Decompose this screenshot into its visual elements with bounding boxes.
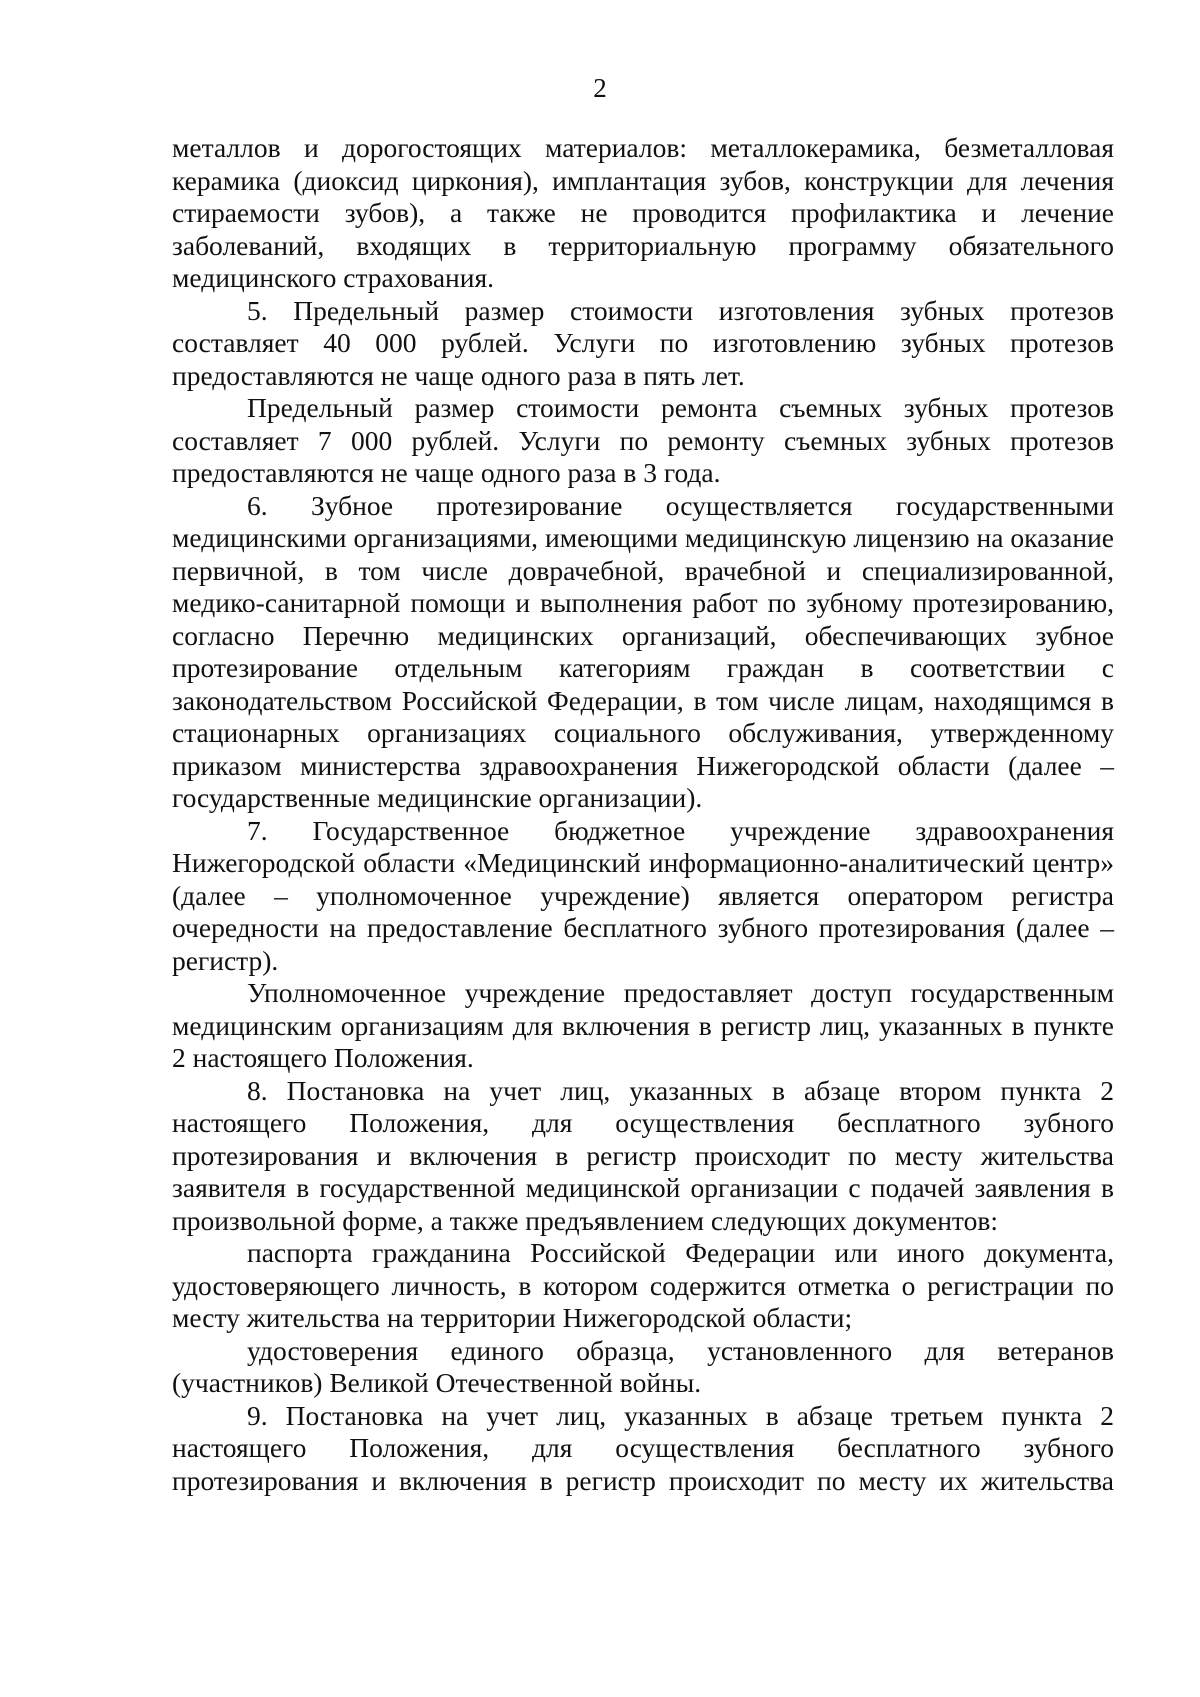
paragraph-item-8: 8. Постановка на учет лиц, указанных в абзаце втором пункта 2 настоящего Положения, для осуществления бесплатного зубного протезирования и включения в регистр происходит по месту жительства заявителя в государственной медицинской организации с подачей заявления в произвольной форме, а также предъявлением следующих документов:	[172, 1074, 1114, 1236]
paragraph-veteran-certificate: удостоверения единого образца, установленного для ветеранов (участников) Великой Отечественной войны.	[172, 1334, 1114, 1398]
paragraph-item-9: 9. Постановка на учет лиц, указанных в абзаце третьем пункта 2 настоящего Положения, для осуществления бесплатного зубного протезирования и включения в регистр происходит по месту их жительства	[172, 1399, 1114, 1496]
paragraph-repair-cost: Предельный размер стоимости ремонта съемных зубных протезов составляет 7 000 рублей. Услуги по ремонту съемных зубных протезов предоставляются не чаще одного раза в 3 года.	[172, 392, 1114, 488]
paragraph-continuation: металлов и дорогостоящих материалов: металлокерамика, безметалловая керамика (диоксид циркония), имплантация зубов, конструкции для лечения стираемости зубов), а также не проводится профилактика и лечение заболеваний, входящих в территориальную программу обязательного медицинского страхования.	[172, 132, 1114, 293]
paragraph-item-7: 7. Государственное бюджетное учреждение здравоохранения Нижегородской области «Медицинский информационно-аналитический центр» (далее – уполномоченное учреждение) является оператором регистра очередности на предоставление бесплатного зубного протезирования (далее – регистр).	[172, 814, 1114, 976]
document-body	[172, 132, 1114, 1497]
paragraph-item-6: 6. Зубное протезирование осуществляется государственными медицинскими организациями, имеющими медицинскую лицензию на оказание первичной, в том числе доврачебной, врачебной и специализированной, медико-санитарной помощи и выполнения работ по зубному протезированию, согласно Перечню медицинских организаций, обеспечивающих зубное протезирование отдельным категориям граждан в соответствии с законодательством Российской Федерации, в том числе лицам, находящимся в стационарных организациях социального обслуживания, утвержденному приказом министерства здравоохранения Нижегородской области (далее – государственные медицинские организации).	[172, 489, 1114, 813]
paragraph-register-access: Уполномоченное учреждение предоставляет доступ государственным медицинским организациям для включения в регистр лиц, указанных в пункте 2 настоящего Положения.	[172, 977, 1114, 1073]
paragraph-item-5: 5. Предельный размер стоимости изготовления зубных протезов составляет 40 000 рублей. Услуги по изготовлению зубных протезов предоставляются не чаще одного раза в пять лет.	[172, 294, 1114, 391]
page-number: 2	[593, 73, 607, 103]
paragraph-passport: паспорта гражданина Российской Федерации или иного документа, удостоверяющего личность, в котором содержится отметка о регистрации по месту жительства на территории Нижегородской области;	[172, 1237, 1114, 1333]
